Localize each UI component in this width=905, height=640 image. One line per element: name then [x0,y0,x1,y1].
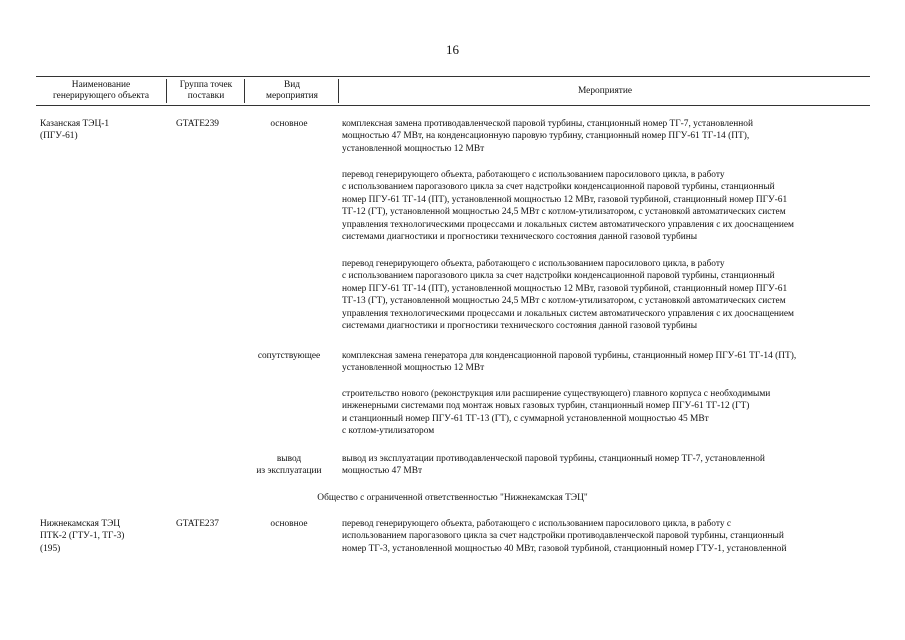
page-number: 16 [446,42,459,57]
header-delivery-group-label: Группа точек поставки [179,80,233,101]
header-object-name [36,79,166,103]
event-kind: сопутствующее [257,351,321,361]
event-kind: основное [270,119,308,129]
event-text: перевод генерирующего объекта, работающего с использованием паросилового цикла, в работу с использованием парогазового цикла за счет надстройки противодавленческой паровой турбины, станционный номер ТГ-3, установленной мощностью 40 МВт, газовой турбиной, станционный номер ГТУ-1, установленной [342,519,787,554]
event-text: комплексная замена противодавленческой паровой турбины, станционный номер ТГ-7, установленной мощностью 47 МВт, на конденсационную паровую турбину, станционный номер ПГУ-61 ТГ-14 (ПТ), установленной мощностью 12 МВт [342,119,753,154]
event-text: комплексная замена генератора для конденсационной паровой турбины, станционный номер ПГУ-61 ТГ-14 (ПТ), установленной мощностью 12 МВт [342,351,797,374]
object-name: Казанская ТЭЦ-1 (ПГУ-61) [40,119,110,142]
header-event-kind [244,79,339,103]
header-event-kind-label: Вид мероприятия [266,80,318,101]
header-event-label: Мероприятие [577,85,633,96]
delivery-group: GTATE239 [176,119,219,129]
delivery-group: GTATE237 [176,519,219,529]
event-text: перевод генерирующего объекта, работающего с использованием паросилового цикла, в работу с использованием парогазового цикла за счет надстройки конденсационной паровой турбины, станционный номер ПГУ-61 ТГ-14 (ПТ), установленной мощностью 12 МВт, газовой турбиной, станционный номер ПГУ-61 ТГ-12 (ГТ), установленной мощностью 24,5 МВт с котлом-утилизатором, с установкой автоматических систем управления технологическими процессами и локальных систем автоматического управления с их дооснащением системами диагностики и прогностики технического состояния данной газовой турбины [342,170,794,243]
organization-heading: Общество с ограниченной ответственностью "Нижнекамская ТЭЦ" [317,493,588,503]
header-event [338,79,871,103]
event-kind: вывод из эксплуатации [256,454,322,477]
header-delivery-group [166,79,245,103]
event-text: перевод генерирующего объекта, работающего с использованием паросилового цикла, в работу с использованием парогазового цикла за счет надстройки конденсационной паровой турбины, станционный номер ПГУ-61 ТГ-14 (ПТ), установленной мощностью 12 МВт, газовой турбиной, станционный номер ПГУ-61 ТГ-13 (ГТ), установленной мощностью 24,5 МВт с котлом-утилизатором, с установкой автоматических систем управления технологическими процессами и локальных систем автоматического управления с их дооснащением системами диагностики и прогностики технического состояния данной газовой турбины [342,259,794,332]
event-text: вывод из эксплуатации противодавленческой паровой турбины, станционный номер ТГ-7, установленной мощностью 47 МВт [342,454,765,477]
object-name: Нижнекамская ТЭЦ ПТК-2 (ГТУ-1, ТГ-3) (195) [40,519,125,554]
event-kind: основное [270,519,308,529]
event-text: строительство нового (реконструкция или расширение существующего) главного корпуса с необходимыми инженерными системами под монтаж новых газовых турбин, станционный номер ПГУ-61 ТГ-12 (ГТ) и станционный номер ПГУ-61 ТГ-13 (ГТ), с суммарной установленной мощностью 45 МВт с котлом-утилизатором [342,389,771,437]
table-header [36,76,870,106]
header-object-name-label: Наименование генерирующего объекта [52,80,150,101]
